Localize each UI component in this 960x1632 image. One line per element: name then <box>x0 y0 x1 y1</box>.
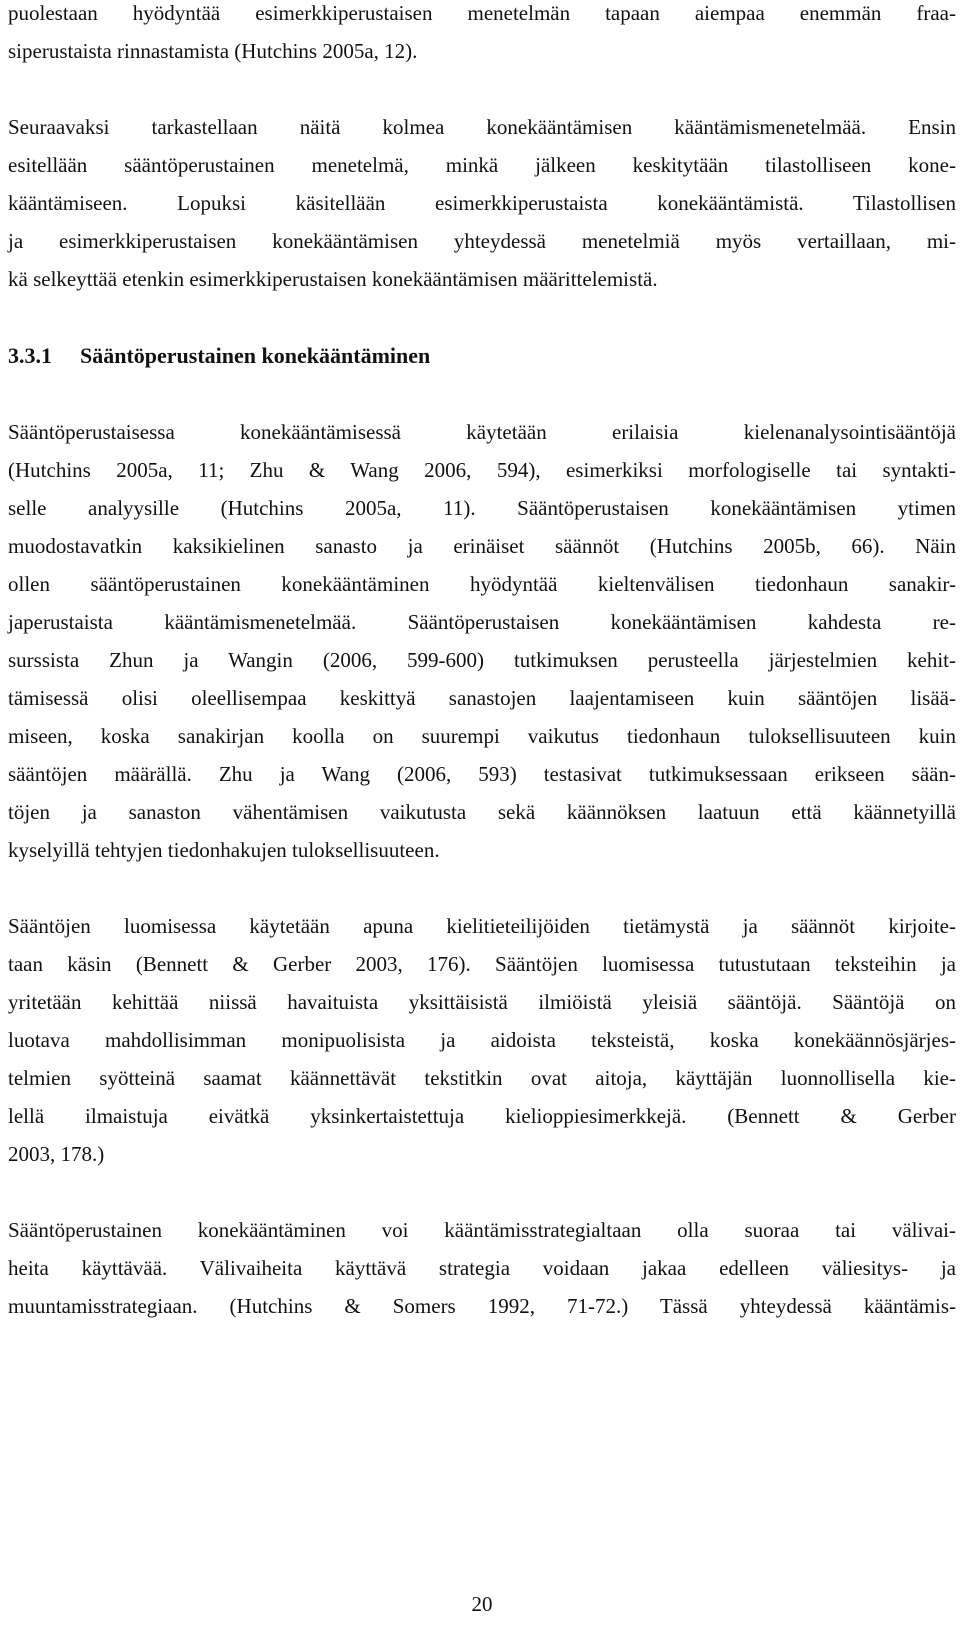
section-heading-number: 3.3.1 <box>8 343 52 368</box>
paragraph-2-line-4: ja esimerkkiperustaisen konekääntämisen yhteydessä menetelmiä myös vertaillaan, mi- <box>8 229 956 253</box>
paragraph-2-line-3: kääntämiseen. Lopuksi käsitellään esimerkkiperustaista konekääntämistä. Tilastollisen <box>8 191 956 215</box>
section-paragraph-1-line-3: selle analyysille (Hutchins 2005a, 11). Sääntöperustaisen konekääntämisen ytimen <box>8 496 956 520</box>
section-paragraph-1-line-12: kyselyillä tehtyjen tiedonhakujen tuloksellisuuteen. <box>8 838 440 862</box>
section-paragraph-2-line-4: luotava mahdollisimman monipuolisista ja aidoista teksteistä, koska konekäännösjärjes- <box>8 1028 956 1052</box>
paragraph-2-line-2: esitellään sääntöperustainen menetelmä, minkä jälkeen keskitytään tilastolliseen kone- <box>8 153 956 177</box>
section-paragraph-1-line-7: surssista Zhun ja Wangin (2006, 599-600) tutkimuksen perusteella järjestelmien kehit- <box>8 648 956 672</box>
section-heading <box>8 345 430 367</box>
section-paragraph-2-line-3: yritetään kehittää niissä havaituista yksittäisistä ilmiöistä yleisiä sääntöjä. Sääntöjä on <box>8 990 956 1014</box>
page-number: 20 <box>471 1592 493 1616</box>
paragraph-2-line-5: kä selkeyttää etenkin esimerkkiperustaisen konekääntämisen määrittelemistä. <box>8 267 658 291</box>
section-paragraph-2-line-2: taan käsin (Bennett & Gerber 2003, 176). Sääntöjen luomisessa tutustutaan teksteihin ja <box>8 952 956 976</box>
section-paragraph-1-line-1: Sääntöperustaisessa konekääntämisessä käytetään erilaisia kielenanalysointisääntöjä <box>8 420 956 444</box>
section-paragraph-1-line-5: ollen sääntöperustainen konekääntäminen hyödyntää kieltenvälisen tiedonhaun sanakir- <box>8 572 956 596</box>
section-paragraph-2-line-6: lellä ilmaistuja eivätkä yksinkertaistettuja kielioppiesimerkkejä. (Bennett & Gerber <box>8 1104 956 1128</box>
document-page <box>8 0 956 1632</box>
paragraph-2-line-1: Seuraavaksi tarkastellaan näitä kolmea konekääntämisen kääntämismenetelmää. Ensin <box>8 115 956 139</box>
section-heading-title: Sääntöperustainen konekääntäminen <box>80 343 431 368</box>
paragraph-1-line-1: puolestaan hyödyntää esimerkkiperustaisen menetelmän tapaan aiempaa enemmän fraa- <box>8 1 956 25</box>
section-paragraph-1-line-8: tämisessä olisi oleellisempaa keskittyä sanastojen laajentamiseen kuin sääntöjen lisää- <box>8 686 956 710</box>
section-paragraph-3-line-2: heita käyttävää. Välivaiheita käyttävä strategia voidaan jakaa edelleen väliesitys- ja <box>8 1256 956 1280</box>
section-paragraph-1-line-11: töjen ja sanaston vähentämisen vaikutusta sekä käännöksen laatuun että käännetyillä <box>8 800 956 824</box>
paragraph-1-line-2: siperustaista rinnastamista (Hutchins 2005a, 12). <box>8 39 418 63</box>
section-paragraph-2-line-7: 2003, 178.) <box>8 1142 105 1166</box>
section-paragraph-3-line-1: Sääntöperustainen konekääntäminen voi kääntämisstrategialtaan olla suoraa tai välivai- <box>8 1218 956 1242</box>
section-paragraph-3-line-3: muuntamisstrategiaan. (Hutchins & Somers 1992, 71-72.) Tässä yhteydessä kääntämis- <box>8 1294 956 1318</box>
section-paragraph-1-line-4: muodostavatkin kaksikielinen sanasto ja erinäiset säännöt (Hutchins 2005b, 66). Näin <box>8 534 956 558</box>
section-paragraph-1-line-10: sääntöjen määrällä. Zhu ja Wang (2006, 593) testasivat tutkimuksessaan erikseen sään- <box>8 762 956 786</box>
section-paragraph-1-line-9: miseen, koska sanakirjan koolla on suurempi vaikutus tiedonhaun tuloksellisuuteen kuin <box>8 724 956 748</box>
section-paragraph-2-line-1: Sääntöjen luomisessa käytetään apuna kielitieteilijöiden tietämystä ja säännöt kirjoite- <box>8 914 956 938</box>
section-paragraph-1-line-6: japerustaista kääntämismenetelmää. Sääntöperustaisen konekääntämisen kahdesta re- <box>8 610 956 634</box>
section-paragraph-1-line-2: (Hutchins 2005a, 11; Zhu & Wang 2006, 594), esimerkiksi morfologiselle tai syntakti- <box>8 458 956 482</box>
section-paragraph-2-line-5: telmien syötteinä saamat käännettävät tekstitkin ovat aitoja, käyttäjän luonnollisella kie- <box>8 1066 956 1090</box>
